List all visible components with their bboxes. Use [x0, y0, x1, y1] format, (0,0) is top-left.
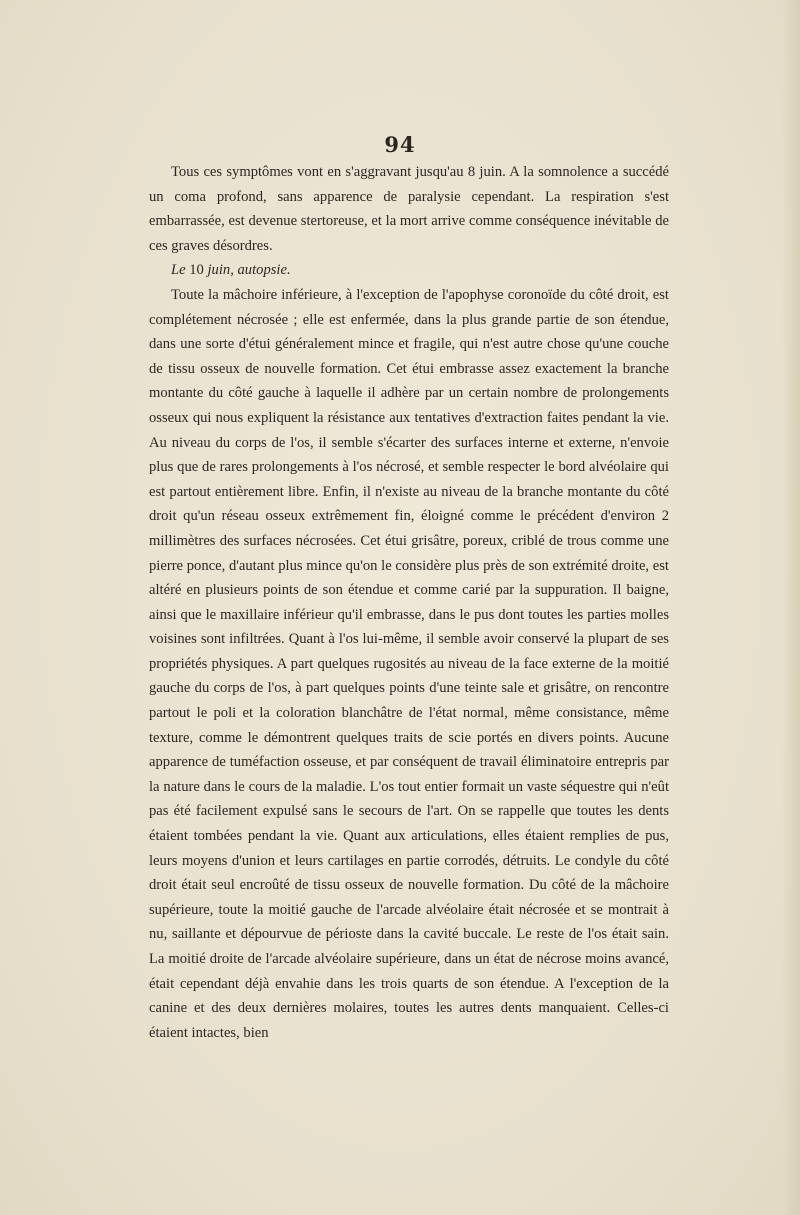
paragraph-autopsy: Toute la mâchoire inférieure, à l'exception de l'apophyse coronoïde du côté droit, est complétement nécrosée ; elle est enfermée, dans la plus grande partie de son étendue, dans une sorte d'étui généralement mince et fragile, qui n'est autre chose qu'une couche de tissu osseux de nouvelle formation. Cet étui embrasse assez exactement la branche montante du côté gauche à laquelle il adhère par un certain nombre de prolongements osseux qui nous expliquent la résistance aux tentatives d'extraction faites pendant la vie. Au niveau du corps de l'os, il semble s'écarter des surfaces interne et externe, n'envoie plus que de rares prolongements à l'os nécrosé, et semble respecter le bord alvéolaire qui est partout entièrement libre. Enfin, il n'existe au niveau de la branche montante du côté droit qu'un réseau osseux extrêmement fin, éloigné comme le précédent d'environ 2 millimètres des surfaces nécrosées. Cet étui grisâtre, poreux, criblé de trous comme une pierre ponce, d'autant plus mince qu'on le considère plus près de son extrémité droite, est altéré en plusieurs points de son étendue et comme carié par la suppuration. Il baigne, ainsi que le maxillaire inférieur qu'il embrasse, dans le pus dont toutes les parties molles voisines sont infiltrées. Quant à l'os lui-même, il semble avoir conservé la plupart de ses propriétés physiques. A part quelques rugosités au niveau de la face externe de la moitié gauche du corps de l'os, à part quelques points d'une teinte sale et grisâtre, on rencontre partout le poli et la coloration blanchâtre de l'état normal, même consistance, même texture, comme le démontrent quelques traits de scie portés en divers points. Aucune apparence de tuméfaction osseuse, et par conséquent de travail éliminatoire entrepris par la nature dans le cours de la maladie. L'os tout entier formait un vaste séquestre qui n'eût pas été facilement expulsé sans le secours de l'art. On se rappelle que toutes les dents étaient tombées pendant la vie. Quant aux articulations, elles étaient remplies de pus, leurs moyens d'union et leurs cartilages en partie corrodés, détruits. Le condyle du côté droit était seul encroûté de tissu osseux de nouvelle formation. Du côté de la mâchoire supérieure, toute la moitié gauche de l'arcade alvéolaire était nécrosée et se montrait à nu, saillante et dépourvue de périoste dans la cavité buccale. Le reste de l'os était sain. La moitié droite de l'arcade alvéolaire supérieure, dans un état de nécrose moins avancé, était cependant déjà envahie dans les trois quarts de son étendue. A l'exception de la canine et des deux dernières molaires, toutes les autres dents manquaient. Celles-ci étaient intactes, bien [149, 286, 669, 1041]
dateline [149, 258, 669, 283]
dateline-rest: juin, autopsie. [207, 262, 291, 279]
dateline-day: 10 [189, 262, 204, 279]
paragraph-symptoms: Tous ces symptômes vont en s'aggravant jusqu'au 8 juin. A la somnolence a succédé un coma profond, sans apparence de paralysie cependant. La respiration s'est embarrassée, est devenue stertoreuse, et la mort arrive comme conséquence inévitable de ces graves désordres. [149, 164, 669, 254]
body-text [149, 160, 669, 1045]
page-edge-shadow [782, 0, 800, 1215]
page-number: 94 [384, 132, 416, 157]
dateline-prefix: Le [171, 262, 186, 279]
